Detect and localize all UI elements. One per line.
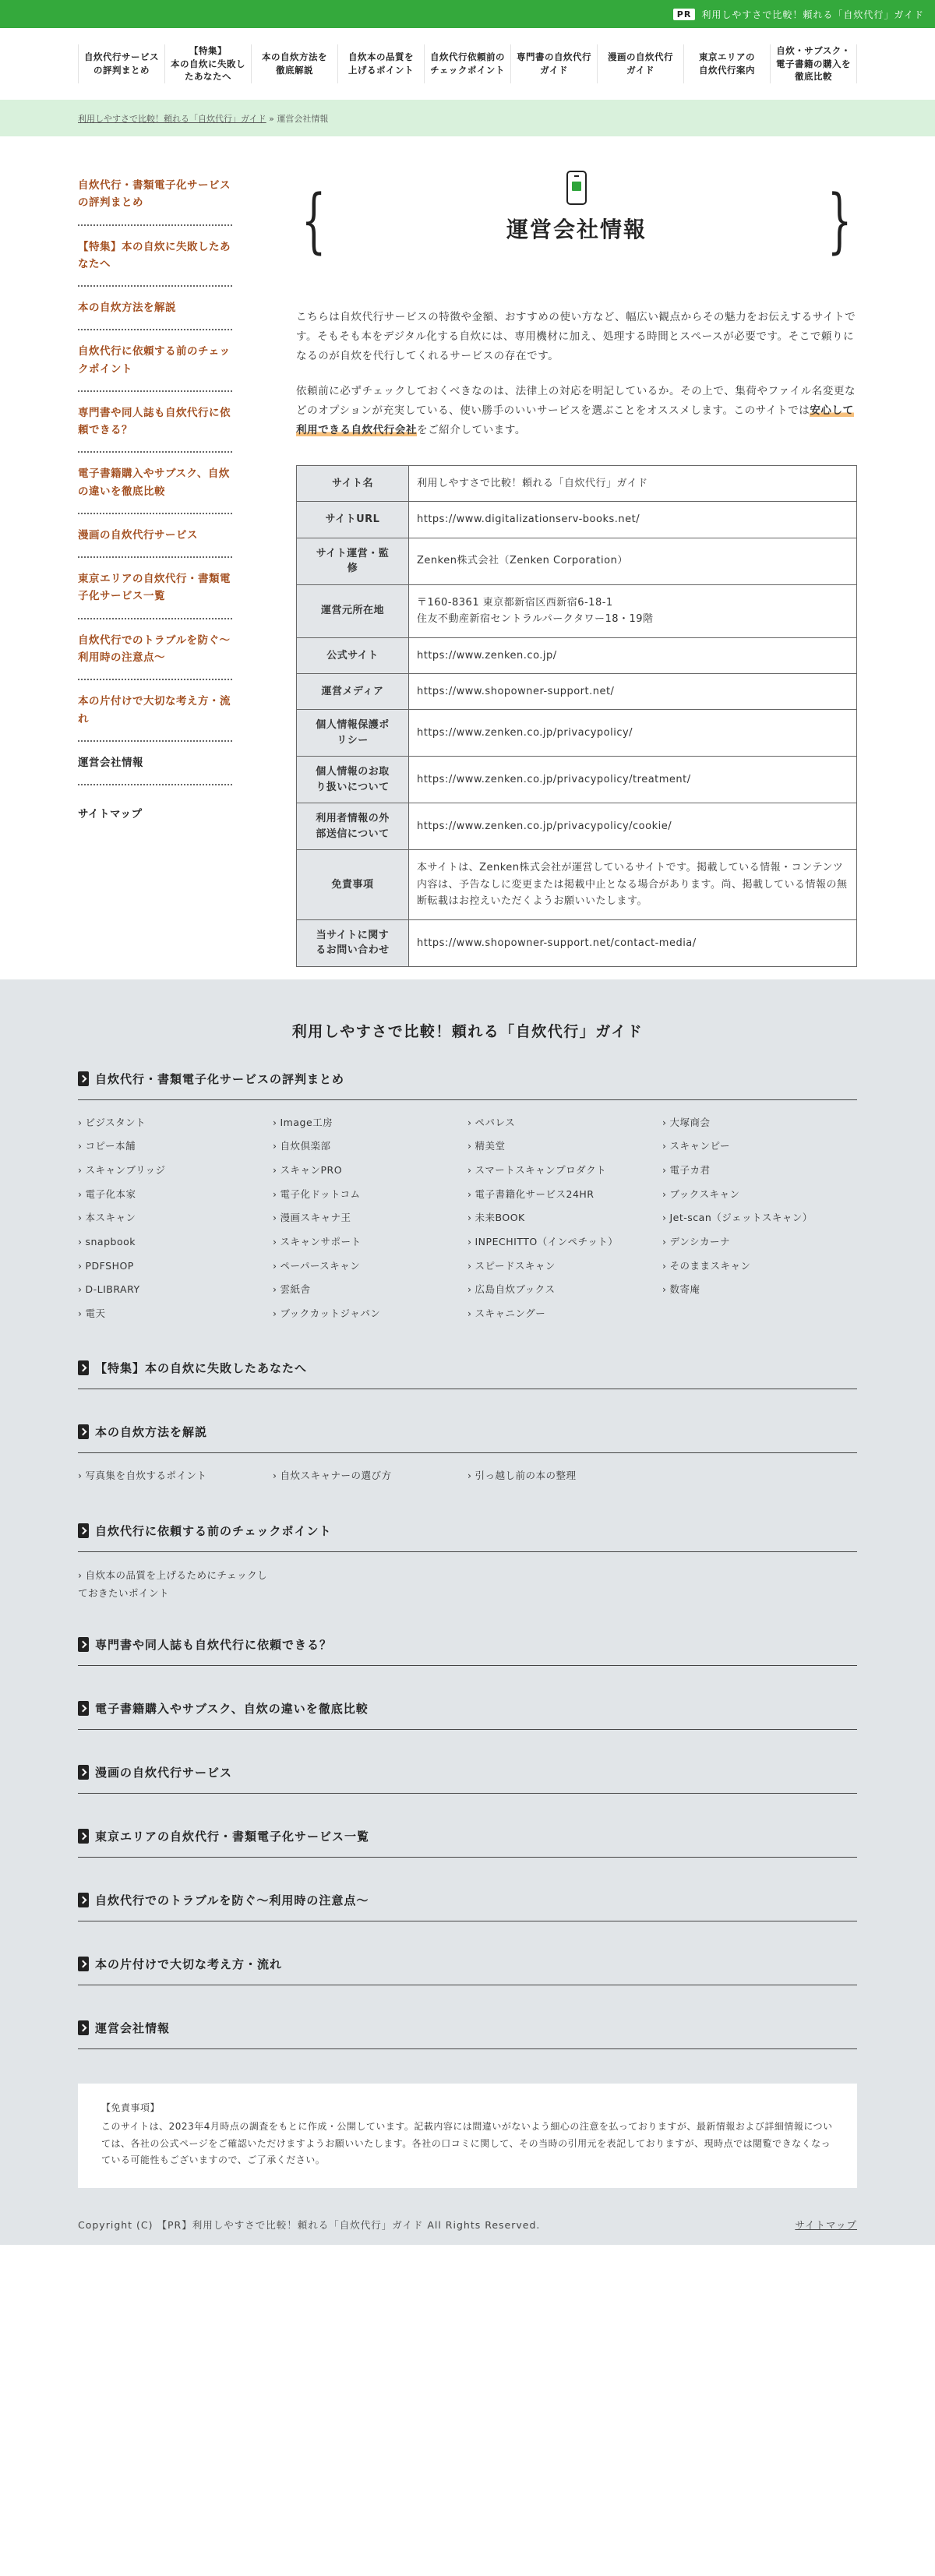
table-row-value: https://www.zenken.co.jp/	[409, 637, 857, 673]
chevron-right-icon	[78, 1957, 89, 1971]
chevron-right-icon	[78, 1071, 89, 1086]
footer-link[interactable]: › スキャンサポート	[273, 1230, 468, 1254]
footer-link[interactable]: › 電子化ドットコム	[273, 1183, 468, 1207]
nav-item-3[interactable]: 本の自炊方法を 徹底解説	[251, 44, 337, 83]
footer-section-heading-link[interactable]	[78, 1071, 857, 1100]
chevron-right-icon	[78, 1637, 89, 1652]
company-info-table	[296, 465, 857, 967]
footer-link[interactable]: › 漫画スキャナ王	[273, 1206, 468, 1230]
sidebar-item-7[interactable]: 漫画の自炊代行サービス	[78, 514, 232, 558]
breadcrumb-separator: »	[266, 113, 277, 124]
footer-link[interactable]: › 引っ越し前の本の整理	[468, 1464, 662, 1488]
sidebar-item-3[interactable]: 本の自炊方法を解説	[78, 287, 232, 330]
sidebar-item-5[interactable]: 専門書や同人誌も自炊代行に依頼できる？	[78, 392, 232, 453]
table-row-label: 運営元所在地	[297, 584, 409, 637]
footer-section	[78, 2020, 857, 2049]
table-row-value: https://www.digitalizationserv-books.net/	[409, 502, 857, 538]
global-nav	[0, 28, 935, 100]
footer-link[interactable]: › 精美堂	[468, 1134, 662, 1159]
page-title: 運営会社情報	[506, 217, 647, 242]
intro-paragraph-2	[296, 382, 857, 440]
intro-paragraph-1: こちらは自炊代行サービスの特徴や金額、おすすめの使い方など、幅広い観点からその魅力をお伝えするサイトです。そもそも本をデジタル化する自炊には、専用機材に加え、処理する時間とスペースが必要です。そこで頼りになるのが自炊を代行してくれるサービスの存在です。	[296, 311, 856, 362]
footer-site-title: 利用しやすさで比較！頼れる「自炊代行」ガイド	[291, 1022, 644, 1040]
footer-section	[78, 1523, 857, 1602]
chevron-right-icon	[78, 2020, 89, 2035]
footer-section	[78, 1892, 857, 1921]
chevron-right-icon	[78, 1765, 89, 1780]
table-row	[297, 850, 857, 919]
sidebar-item-2[interactable]: 【特集】本の自炊に失敗したあなたへ	[78, 226, 232, 288]
table-row	[297, 710, 857, 757]
footer-bottom	[78, 2218, 857, 2245]
table-row-value: https://www.zenken.co.jp/privacypolicy/treatment/	[409, 757, 857, 803]
footer-link[interactable]: › ペパレス	[468, 1111, 662, 1135]
breadcrumb-home-link[interactable]: 利用しやすさで比較！頼れる「自炊代行」ガイド	[78, 113, 266, 124]
footer-section-heading-link[interactable]	[78, 1636, 857, 1666]
nav-item-7[interactable]: 漫画の自炊代行 ガイド	[597, 44, 683, 83]
footer-link[interactable]: › コピー本舗	[78, 1134, 273, 1159]
footer-link[interactable]: › INPECHITTO（インペチット）	[468, 1230, 662, 1254]
table-row-value: https://www.zenken.co.jp/privacypolicy/cookie/	[409, 803, 857, 850]
footer-link-list	[78, 1552, 857, 1602]
table-row	[297, 637, 857, 673]
footer-section-title: 自炊代行に依頼する前のチェックポイント	[95, 1524, 332, 1538]
pr-bar	[0, 0, 935, 28]
footer-link[interactable]: › 自炊スキャナーの選び方	[273, 1464, 468, 1488]
footer-section	[78, 1636, 857, 1666]
table-row-value: 利用しやすさで比較！頼れる「自炊代行」ガイド	[409, 465, 857, 501]
nav-item-4[interactable]: 自炊本の品質を 上げるポイント	[337, 44, 424, 83]
nav-item-9[interactable]: 自炊・サブスク・ 電子書籍の購入を 徹底比較	[770, 44, 857, 83]
footer-section-heading-link[interactable]	[78, 1424, 857, 1453]
footer-section-title: 漫画の自炊代行サービス	[95, 1766, 233, 1780]
nav-item-1[interactable]: 自炊代行サービス の評判まとめ	[78, 44, 164, 83]
breadcrumb	[0, 100, 935, 136]
footer-link[interactable]: › Image工房	[273, 1111, 468, 1135]
footer-link[interactable]: › 自炊本の品質を上げるためにチェックしておきたいポイント	[78, 1563, 273, 1602]
footer-section-heading-link[interactable]	[78, 1956, 857, 1985]
table-row	[297, 757, 857, 803]
table-row	[297, 502, 857, 538]
footer-section-heading-link[interactable]	[78, 1523, 857, 1552]
footer-link[interactable]: › ブックカットジャパン	[273, 1302, 468, 1326]
footer-section-heading-link[interactable]	[78, 2020, 857, 2049]
footer-section-heading-link[interactable]	[78, 1700, 857, 1730]
table-row	[297, 538, 857, 584]
table-row-label: 利用者情報の外 部送信について	[297, 803, 409, 850]
recommended-companies-link[interactable]: 安心して利用できる自炊代行会社	[296, 404, 854, 436]
table-row	[297, 465, 857, 501]
intro-text	[296, 308, 857, 440]
nav-item-8[interactable]: 東京エリアの 自炊代行案内	[683, 44, 770, 83]
footer-section-heading-link[interactable]	[78, 1828, 857, 1858]
nav-item-2[interactable]: 【特集】 本の自炊に失敗し たあなたへ	[164, 44, 251, 83]
footer-link[interactable]: › スピードスキャン	[468, 1254, 662, 1279]
footer-sitemap-link[interactable]: サイトマップ	[795, 2219, 857, 2232]
sidebar-item-1[interactable]: 自炊代行・書類電子化サービスの評判まとめ	[78, 177, 232, 226]
sidebar-item-4[interactable]: 自炊代行に依頼する前のチェックポイント	[78, 330, 232, 392]
footer-link[interactable]: › ペーパースキャン	[273, 1254, 468, 1279]
disclaimer-text: このサイトは、2023年4月時点の調査をもとに作成・公開しています。記載内容には間違いがないよう細心の注意を払っておりますが、最新情報および詳細情報については、各社の公式ページをご確認いただけますようお願いいたします。各社の口コミに関して、その当時の引用元を表記しておりますが、現時点では閲覧できなくなっている可能性もございますので、ご了承ください。	[101, 2121, 833, 2166]
footer-link[interactable]: › Jet-scan（ジェットスキャン）	[662, 1206, 857, 1230]
footer-section-title: 東京エリアの自炊代行・書類電子化サービス一覧	[95, 1830, 370, 1844]
footer-link[interactable]: › D-LIBRARY	[78, 1278, 273, 1302]
footer-section-title: 自炊代行・書類電子化サービスの評判まとめ	[95, 1071, 345, 1086]
footer-link[interactable]: › 電天	[78, 1302, 273, 1326]
chevron-right-icon	[78, 1360, 89, 1375]
table-row-label: サイト運営・監 修	[297, 538, 409, 584]
table-row-value: Zenken株式会社（Zenken Corporation）	[409, 538, 857, 584]
table-row	[297, 674, 857, 710]
footer-link[interactable]: › ビジスタント	[78, 1111, 273, 1135]
footer-section-heading-link[interactable]	[78, 1892, 857, 1921]
copyright: Copyright (C) 【PR】利用しやすさで比較！頼れる「自炊代行」ガイド All Rights Reserved.	[78, 2219, 541, 2232]
smartphone-icon	[566, 171, 587, 205]
footer-section	[78, 1360, 857, 1389]
footer-link[interactable]: › スキャンピー	[662, 1134, 857, 1159]
intro-paragraph-2-tail: をご紹介しています。	[417, 423, 527, 436]
footer-link[interactable]: › 電子化本家	[78, 1183, 273, 1207]
right-brace-decoration: }	[827, 180, 852, 262]
footer-link[interactable]: › 電子カ君	[662, 1159, 857, 1183]
table-row-label: サイトURL	[297, 502, 409, 538]
left-brace-decoration: {	[301, 180, 326, 262]
table-row	[297, 803, 857, 850]
footer-link[interactable]: › そのままスキャン	[662, 1254, 857, 1279]
footer-link[interactable]: › 雲紙舎	[273, 1278, 468, 1302]
table-row-label: サイト名	[297, 465, 409, 501]
sidebar-item-11[interactable]: 運営会社情報	[78, 742, 232, 785]
footer-section-heading-link[interactable]	[78, 1360, 857, 1389]
chevron-right-icon	[78, 1829, 89, 1844]
chevron-right-icon	[78, 1701, 89, 1716]
footer-disclaimer	[78, 2084, 857, 2188]
table-row-label: 個人情報保護ポ リシー	[297, 710, 409, 757]
footer-section-title: 専門書や同人誌も自炊代行に依頼できる？	[95, 1638, 333, 1653]
main-content	[296, 177, 857, 967]
footer-link[interactable]: › 広島自炊ブックス	[468, 1278, 662, 1302]
footer-link[interactable]: › 未来BOOK	[468, 1206, 662, 1230]
table-row-label: 公式サイト	[297, 637, 409, 673]
footer-link[interactable]: › 写真集を自炊するポイント	[78, 1464, 273, 1488]
table-row-value: 本サイトは、Zenken株式会社が運営しているサイトです。掲載している情報・コンテンツ内容は、予告なしに変更または掲載中止となる場合があります。尚、掲載している情報の無断転載はお控えいただくようお願いいたします。	[409, 850, 857, 919]
footer-link[interactable]: › 電子書籍化サービス24HR	[468, 1183, 662, 1207]
table-row-label: 免責事項	[297, 850, 409, 919]
footer-link[interactable]: › 本スキャン	[78, 1206, 273, 1230]
footer-link[interactable]: › スキャニングー	[468, 1302, 662, 1326]
table-row	[297, 919, 857, 966]
footer-section	[78, 1764, 857, 1794]
disclaimer-title: 【免責事項】	[101, 2102, 161, 2114]
table-row-value: https://www.shopowner-support.net/	[409, 674, 857, 710]
sidebar-item-9[interactable]: 自炊代行でのトラブルを防ぐ〜利用時の注意点〜	[78, 619, 232, 681]
chevron-right-icon	[78, 1893, 89, 1907]
footer-link[interactable]: › snapbook	[78, 1230, 273, 1254]
sidebar-item-10[interactable]: 本の片付けで大切な考え方・流れ	[78, 680, 232, 742]
footer-section	[78, 1424, 857, 1488]
footer-link-list	[78, 1453, 857, 1488]
breadcrumb-current: 運営会社情報	[277, 113, 329, 124]
chevron-right-icon	[78, 1523, 89, 1538]
footer-section-title: 運営会社情報	[95, 2021, 171, 2036]
footer-section-title: 本の自炊方法を解説	[95, 1425, 208, 1440]
footer-link[interactable]: › スマートスキャンプロダクト	[468, 1159, 662, 1183]
sidebar-item-8[interactable]: 東京エリアの自炊代行・書類電子化サービス一覧	[78, 558, 232, 619]
footer-link[interactable]: › 自炊倶楽部	[273, 1134, 468, 1159]
footer-section-title: 【特集】本の自炊に失敗したあなたへ	[95, 1361, 308, 1376]
table-row-label: 個人情報のお取 り扱いについて	[297, 757, 409, 803]
footer-section-title: 電子書籍購入やサブスク、自炊の違いを徹底比較	[95, 1702, 369, 1717]
footer-link[interactable]: › 大塚商会	[662, 1111, 857, 1135]
pr-site-title: 利用しやすさで比較！頼れる「自炊代行」ガイド	[701, 9, 924, 20]
sidebar-nav	[78, 177, 232, 967]
footer-section	[78, 1828, 857, 1858]
table-row-value: https://www.zenken.co.jp/privacypolicy/	[409, 710, 857, 757]
footer-section	[78, 1071, 857, 1326]
footer-section	[78, 1700, 857, 1730]
page-heading	[296, 171, 857, 262]
footer-section-title: 自炊代行でのトラブルを防ぐ〜利用時の注意点〜	[95, 1893, 369, 1908]
chevron-right-icon	[78, 1424, 89, 1439]
footer-section-title: 本の片付けで大切な考え方・流れ	[95, 1957, 283, 1972]
footer-section	[78, 1956, 857, 1985]
sidebar-item-12[interactable]: サイトマップ	[78, 808, 143, 821]
footer-section-heading-link[interactable]	[78, 1764, 857, 1794]
footer-link[interactable]: › スキャンPRO	[273, 1159, 468, 1183]
footer-link[interactable]: › ブックスキャン	[662, 1183, 857, 1207]
nav-item-6[interactable]: 専門書の自炊代行 ガイド	[510, 44, 597, 83]
footer-link-list	[78, 1100, 857, 1326]
pr-badge: PR	[673, 9, 696, 20]
footer-link[interactable]: › デンシカーナ	[662, 1230, 857, 1254]
sidebar-item-6[interactable]: 電子書籍購入やサブスク、自炊の違いを徹底比較	[78, 453, 232, 514]
table-row-label: 運営メディア	[297, 674, 409, 710]
nav-item-5[interactable]: 自炊代行依頼前の チェックポイント	[424, 44, 510, 83]
footer-link[interactable]: › 数寄庵	[662, 1278, 857, 1302]
table-row-value: https://www.shopowner-support.net/contact-media/	[409, 919, 857, 966]
footer-link[interactable]: › スキャンブリッジ	[78, 1159, 273, 1183]
intro-paragraph-2-text: 依頼前に必ずチェックしておくべきなのは、法律上の対応を明記しているか。その上で、集荷やファイル名変更などのオプションが充実している、使い勝手のいいサービスを選ぶことをオススメします。このサイトでは	[296, 384, 856, 417]
table-row	[297, 584, 857, 637]
footer	[0, 979, 935, 2245]
footer-link[interactable]: › PDFSHOP	[78, 1254, 273, 1279]
table-row-value: 〒160-8361 東京都新宿区西新宿6-18-1 住友不動産新宿セントラルパークタワー18・19階	[409, 584, 857, 637]
table-row-label: 当サイトに関す るお問い合わせ	[297, 919, 409, 966]
